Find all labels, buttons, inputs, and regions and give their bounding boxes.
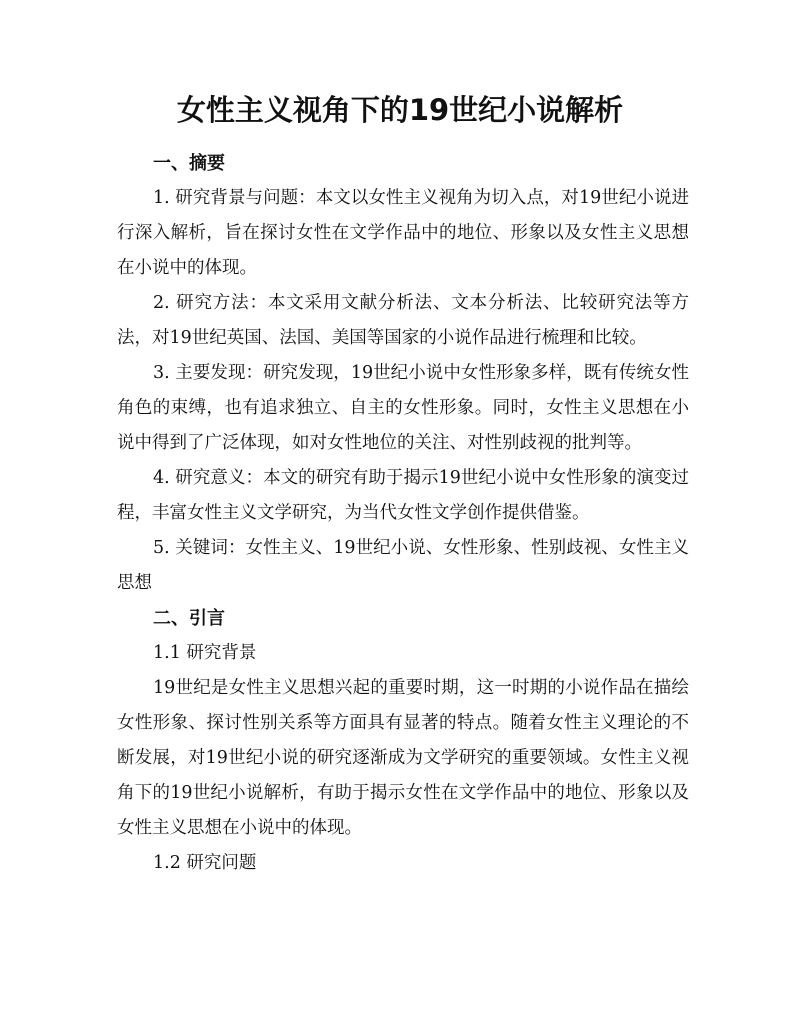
abstract-paragraph-3: 3. 主要发现：研究发现，19世纪小说中女性形象多样，既有传统女性角色的束缚，也有追求独立、自主的女性形象。同时，女性主义思想在小说中得到了广泛体现，如对女性地位的关注、对性别歧视的批判等。 bbox=[117, 363, 689, 453]
subheading-research-questions: 1.2 研究问题 bbox=[153, 853, 257, 873]
subheading-research-background: 1.1 研究背景 bbox=[153, 643, 257, 663]
document-body bbox=[117, 146, 689, 881]
abstract-paragraph-5: 5. 关键词：女性主义、19世纪小说、女性形象、性别歧视、女性主义思想 bbox=[117, 538, 689, 593]
abstract-paragraph-1: 1. 研究背景与问题：本文以女性主义视角为切入点，对19世纪小说进行深入解析，旨在探讨女性在文学作品中的地位、形象以及女性主义思想在小说中的体现。 bbox=[117, 188, 689, 278]
introduction-paragraph-1: 19世纪是女性主义思想兴起的重要时期，这一时期的小说作品在描绘女性形象、探讨性别关系等方面具有显著的特点。随着女性主义理论的不断发展，对19世纪小说的研究逐渐成为文学研究的重要领域。女性主义视角下的19世纪小说解析，有助于揭示女性在文学作品中的地位、形象以及女性主义思想在小说中的体现。 bbox=[117, 678, 689, 838]
document-title: 女性主义视角下的19世纪小说解析 bbox=[176, 93, 624, 127]
abstract-paragraph-4: 4. 研究意义：本文的研究有助于揭示19世纪小说中女性形象的演变过程，丰富女性主义文学研究，为当代女性文学创作提供借鉴。 bbox=[117, 468, 689, 523]
abstract-paragraph-2: 2. 研究方法：本文采用文献分析法、文本分析法、比较研究法等方法，对19世纪英国、法国、美国等国家的小说作品进行梳理和比较。 bbox=[117, 293, 689, 348]
section-heading-abstract: 一、摘要 bbox=[153, 153, 225, 174]
section-heading-introduction: 二、引言 bbox=[153, 608, 225, 629]
